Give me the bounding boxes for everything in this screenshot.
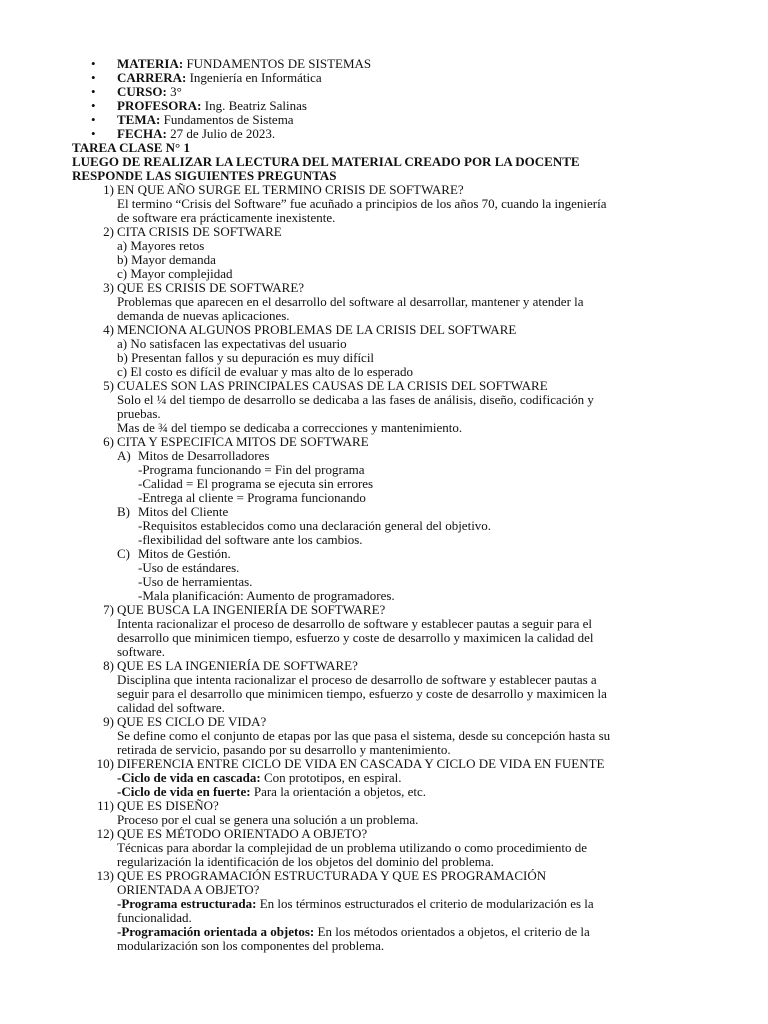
title-line: TAREA CLASE N° 1 <box>72 140 191 155</box>
question-number: 1) <box>103 182 114 197</box>
myth-item: -Programa funcionando = Fin del programa <box>138 462 365 477</box>
sub-label: C) <box>117 546 130 561</box>
answer-line: retirada de servicio, pasando por su desarrollo y mantenimiento. <box>117 742 451 757</box>
myth-group-header <box>0 547 768 561</box>
header-list <box>0 57 768 141</box>
answer-4 <box>117 337 697 379</box>
sub-title: Mitos del Cliente <box>138 504 229 519</box>
sub-title: Mitos de Desarrolladores <box>138 448 270 463</box>
myth-item: -Calidad = El programa se ejecuta sin errores <box>138 476 374 491</box>
myth-items <box>0 519 768 547</box>
answer-line: El termino “Crisis del Software” fue acuñado a principios de los años 70, cuando la ingeniería <box>117 196 607 211</box>
myth-item: -Mala planificación: Aumento de programadores. <box>138 588 395 603</box>
question-text: QUE BUSCA LA INGENIERÍA DE SOFTWARE? <box>117 602 386 617</box>
sub-label: B) <box>117 504 130 519</box>
myth-item: -flexibilidad del software ante los cambios. <box>138 532 363 547</box>
bullet-icon: • <box>91 84 96 99</box>
term-label: -Ciclo de vida en fuerte: <box>117 784 251 799</box>
question-text: CITA CRISIS DE SOFTWARE <box>117 224 282 239</box>
term-text: En los métodos orientados a objetos, el criterio de la <box>314 924 590 939</box>
answer-line: modularización son los componentes del problema. <box>117 938 385 953</box>
question-text: QUE ES DISEÑO? <box>117 798 219 813</box>
answer-line: pruebas. <box>117 406 161 421</box>
term-text: En los términos estructurados el criterio de modularización es la <box>256 896 594 911</box>
answer-line: Proceso por el cual se genera una solución a un problema. <box>117 812 419 827</box>
answer-line <box>117 771 697 785</box>
myth-items <box>0 561 768 603</box>
myth-item: -Uso de herramientas. <box>138 574 253 589</box>
answer-line: Se define como el conjunto de etapas por las que pasa el sistema, desde su concepción hasta su <box>117 728 611 743</box>
field-value: Ingeniería en Informática <box>186 70 322 85</box>
field-value: 27 de Julio de 2023. <box>166 126 276 141</box>
question-text: QUE ES CRISIS DE SOFTWARE? <box>117 280 305 295</box>
answer-line: Técnicas para abordar la complejidad de un problema utilizando o como procedimiento de <box>117 840 587 855</box>
question-text: MENCIONA ALGUNOS PROBLEMAS DE LA CRISIS DEL SOFTWARE <box>117 322 517 337</box>
field-label: CARRERA: <box>117 70 187 85</box>
list-item <box>0 127 768 141</box>
answer-line: a) No satisfacen las expectativas del usuario <box>117 336 347 351</box>
answer-line: Disciplina que intenta racionalizar el proceso de desarrollo de software y establecer pautas a <box>117 672 597 687</box>
bullet-icon: • <box>91 56 96 71</box>
term-text: Con prototipos, en espiral. <box>260 770 402 785</box>
term-text: Para la orientación a objetos, etc. <box>250 784 427 799</box>
myth-item: -Requisitos establecidos como una declaración general del objetivo. <box>138 518 492 533</box>
answer-line: b) Presentan fallos y su depuración es muy difícil <box>117 350 375 365</box>
answer-line: c) El costo es difícil de evaluar y mas alto de lo esperado <box>117 364 414 379</box>
field-label: FECHA: <box>117 126 167 141</box>
field-value: Ing. Beatriz Salinas <box>201 98 307 113</box>
list-item <box>0 113 768 127</box>
myth-items <box>0 463 768 505</box>
question-number: 12) <box>96 826 114 841</box>
answer-line: Solo el ¼ del tiempo de desarrollo se dedicaba a las fases de análisis, diseño, codificación y <box>117 392 594 407</box>
term-label: -Programa estructurada: <box>117 896 257 911</box>
answer-line: demanda de nuevas aplicaciones. <box>117 308 290 323</box>
list-item <box>0 99 768 113</box>
term-label: -Ciclo de vida en cascada: <box>117 770 261 785</box>
question-text: QUE ES MÉTODO ORIENTADO A OBJETO? <box>117 826 368 841</box>
myth-item: -Uso de estándares. <box>138 560 240 575</box>
answer-9 <box>117 729 697 757</box>
answer-7 <box>117 617 697 659</box>
question-number: 10) <box>96 756 114 771</box>
answer-line: b) Mayor demanda <box>117 252 216 267</box>
myths-list <box>0 449 768 603</box>
question-number: 6) <box>103 434 114 449</box>
bullet-icon: • <box>91 70 96 85</box>
question-number: 13) <box>96 868 114 883</box>
question-text: CITA Y ESPECIFICA MITOS DE SOFTWARE <box>117 434 369 449</box>
answer-line <box>117 925 697 939</box>
list-item <box>0 85 768 99</box>
question-text: QUE ES PROGRAMACIÓN ESTRUCTURADA Y QUE ES PROGRAMACIÓN <box>117 868 547 883</box>
answer-5 <box>117 393 697 435</box>
myth-group-header <box>0 505 768 519</box>
field-label: TEMA: <box>117 112 161 127</box>
answer-10 <box>117 771 697 799</box>
answer-8 <box>117 673 697 715</box>
field-label: MATERIA: <box>117 56 184 71</box>
bullet-icon: • <box>91 126 96 141</box>
sub-label: A) <box>117 448 131 463</box>
question-number: 7) <box>103 602 114 617</box>
answer-line <box>117 897 697 911</box>
field-value: FUNDAMENTOS DE SISTEMAS <box>183 56 372 71</box>
question-number: 9) <box>103 714 114 729</box>
sub-title: Mitos de Gestión. <box>138 546 231 561</box>
field-label: PROFESORA: <box>117 98 202 113</box>
answer-13 <box>117 883 697 953</box>
question-text: DIFERENCIA ENTRE CICLO DE VIDA EN CASCADA Y CICLO DE VIDA EN FUENTE <box>117 756 605 771</box>
answer-line: Intenta racionalizar el proceso de desarrollo de software y establecer pautas a seguir para el <box>117 616 592 631</box>
answer-line: Mas de ¾ del tiempo se dedicaba a correcciones y mantenimiento. <box>117 420 463 435</box>
field-label: CURSO: <box>117 84 167 99</box>
question-number: 2) <box>103 224 114 239</box>
assignment-title <box>72 141 692 183</box>
answer-line <box>117 785 697 799</box>
answer-line: c) Mayor complejidad <box>117 266 233 281</box>
answer-line: desarrollo que minimicen tiempo, esfuerzo y coste de desarrollo y maximicen la calidad del <box>117 630 594 645</box>
answer-3 <box>117 295 697 323</box>
answer-line: calidad del software. <box>117 700 225 715</box>
answer-line: regularización la identificación de los objetos del dominio del problema. <box>117 854 494 869</box>
myth-item: -Entrega al cliente = Programa funcionando <box>138 490 366 505</box>
bullet-icon: • <box>91 98 96 113</box>
question-text: QUE ES CICLO DE VIDA? <box>117 714 267 729</box>
term-label: -Programación orientada a objetos: <box>117 924 315 939</box>
bullet-icon: • <box>91 112 96 127</box>
field-value: Fundamentos de Sistema <box>160 112 294 127</box>
question-number: 8) <box>103 658 114 673</box>
answer-1 <box>117 197 697 225</box>
answer-line: a) Mayores retos <box>117 238 205 253</box>
header-info <box>0 57 768 141</box>
list-item <box>0 71 768 85</box>
answer-2 <box>117 239 697 281</box>
question-number: 4) <box>103 322 114 337</box>
answer-11 <box>117 813 697 827</box>
question-text: CUALES SON LAS PRINCIPALES CAUSAS DE LA CRISIS DEL SOFTWARE <box>117 378 548 393</box>
question-text: QUE ES LA INGENIERÍA DE SOFTWARE? <box>117 658 358 673</box>
answer-line: seguir para el desarrollo que minimicen tiempo, esfuerzo y coste de desarrollo y maximicen la <box>117 686 607 701</box>
title-line: RESPONDE LAS SIGUIENTES PREGUNTAS <box>72 168 337 183</box>
title-line: LUEGO DE REALIZAR LA LECTURA DEL MATERIAL CREADO POR LA DOCENTE <box>72 154 580 169</box>
answer-line: de software era prácticamente inexistente. <box>117 210 336 225</box>
myth-group-header <box>0 449 768 463</box>
question-text-continued: ORIENTADA A OBJETO? <box>117 882 260 897</box>
field-value: 3° <box>166 84 182 99</box>
answer-line: software. <box>117 644 166 659</box>
answer-12 <box>117 841 697 869</box>
question-number: 5) <box>103 378 114 393</box>
question-text: EN QUE AÑO SURGE EL TERMINO CRISIS DE SOFTWARE? <box>117 182 464 197</box>
answer-line: Problemas que aparecen en el desarrollo del software al desarrollar, mantener y atender la <box>117 294 584 309</box>
answer-line: funcionalidad. <box>117 910 192 925</box>
list-item <box>0 57 768 71</box>
question-number: 11) <box>97 798 114 813</box>
question-number: 3) <box>103 280 114 295</box>
